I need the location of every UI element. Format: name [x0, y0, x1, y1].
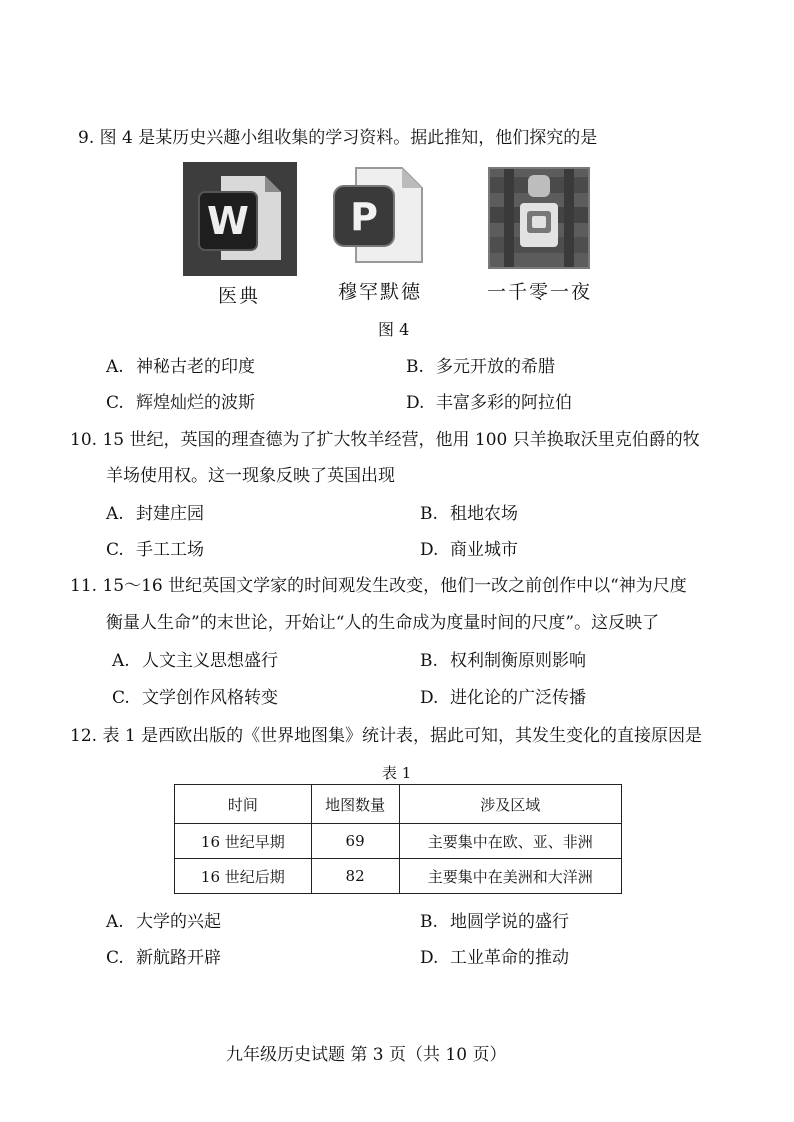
option-text: 辉煌灿烂的波斯 — [136, 393, 255, 413]
presentation-document-icon — [326, 162, 430, 270]
table-cell: 82 — [311, 859, 399, 894]
q10-option-a[interactable] — [106, 502, 204, 526]
page-footer: 九年级历史试题 第 3 页（共 10 页） — [226, 1045, 507, 1065]
option-letter: A. — [106, 357, 124, 377]
q10-option-d[interactable] — [420, 538, 518, 562]
option-text: 权利制衡原则影响 — [450, 651, 586, 671]
option-text: 文学创作风格转变 — [142, 688, 278, 708]
option-letter: A. — [106, 912, 124, 932]
option-letter: C. — [106, 393, 124, 413]
figure-label: 图 4 — [378, 320, 410, 339]
option-letter: B. — [420, 504, 438, 524]
q9-option-b[interactable] — [406, 355, 555, 379]
q12-option-d[interactable] — [420, 946, 569, 970]
option-text: 新航路开辟 — [136, 948, 221, 968]
option-text: 商业城市 — [450, 540, 518, 560]
table-row — [175, 859, 622, 894]
q12-option-c[interactable] — [106, 946, 221, 970]
table-header-cell: 时间 — [175, 785, 312, 824]
q10-stem-line2: 羊场使用权。这一现象反映了英国出现 — [106, 466, 395, 486]
caption-muhammad: 穆罕默德 — [338, 281, 423, 303]
option-letter: C. — [106, 948, 124, 968]
q10-option-b[interactable] — [420, 502, 518, 526]
option-text: 人文主义思想盛行 — [142, 651, 278, 671]
q12-option-b[interactable] — [420, 910, 569, 934]
caption-thousand-and-one-nights: 一千零一夜 — [487, 281, 593, 303]
q9-option-a[interactable] — [106, 355, 255, 379]
option-letter: B. — [420, 912, 438, 932]
option-letter: D. — [420, 948, 439, 968]
q11-stem-line1: 11. 15～16 世纪英国文学家的时间观发生改变，他们一改之前创作中以“神为尺度 — [70, 576, 687, 596]
option-letter: A. — [112, 651, 130, 671]
option-letter: D. — [406, 393, 425, 413]
option-text: 工业革命的推动 — [450, 948, 569, 968]
q12-stem: 12. 表 1 是西欧出版的《世界地图集》统计表，据此可知，其发生变化的直接原因是 — [70, 726, 703, 746]
option-letter: D. — [420, 688, 439, 708]
option-text: 丰富多彩的阿拉伯 — [436, 393, 572, 413]
table-cell: 69 — [311, 824, 399, 859]
option-text: 神秘古老的印度 — [136, 357, 255, 377]
word-document-icon — [183, 162, 297, 276]
table-cell: 主要集中在欧、亚、非洲 — [399, 824, 622, 859]
table-cell: 主要集中在美洲和大洋洲 — [399, 859, 622, 894]
option-letter: C. — [106, 540, 124, 560]
option-text: 租地农场 — [450, 504, 518, 524]
table-cell: 16 世纪后期 — [175, 859, 312, 894]
table-label: 表 1 — [382, 764, 412, 782]
q11-stem-line2: 衡量人生命”的末世论，开始让“人的生命成为度量时间的尺度”。这反映了 — [106, 613, 660, 633]
option-text: 大学的兴起 — [136, 912, 221, 932]
option-text: 手工工场 — [136, 540, 204, 560]
option-text: 进化论的广泛传播 — [450, 688, 586, 708]
q11-option-c[interactable] — [112, 686, 278, 710]
option-text: 多元开放的希腊 — [436, 357, 555, 377]
q11-option-d[interactable] — [420, 686, 586, 710]
word-icon-letter: W — [207, 199, 249, 243]
table-header-row — [175, 785, 622, 824]
q9-stem: 9. 图 4 是某历史兴趣小组收集的学习资料。据此推知，他们探究的是 — [78, 128, 598, 148]
table-cell: 16 世纪早期 — [175, 824, 312, 859]
q9-option-c[interactable] — [106, 391, 255, 415]
archive-icon — [484, 163, 594, 273]
caption-canon-of-medicine: 医典 — [218, 285, 261, 307]
option-letter: A. — [106, 504, 124, 524]
presentation-icon-letter: P — [350, 195, 378, 239]
table-row — [175, 824, 622, 859]
q11-option-a[interactable] — [112, 649, 278, 673]
option-letter: B. — [406, 357, 424, 377]
option-text: 地圆学说的盛行 — [450, 912, 569, 932]
table-header-cell: 地图数量 — [311, 785, 399, 824]
q9-option-d[interactable] — [406, 391, 572, 415]
option-text: 封建庄园 — [136, 504, 204, 524]
q12-option-a[interactable] — [106, 910, 221, 934]
table-header-cell: 涉及区域 — [399, 785, 622, 824]
q10-option-c[interactable] — [106, 538, 204, 562]
q10-stem-line1: 10. 15 世纪，英国的理查德为了扩大牧羊经营，他用 100 只羊换取沃里克伯爵的牧 — [70, 430, 700, 450]
q11-option-b[interactable] — [420, 649, 586, 673]
option-letter: C. — [112, 688, 130, 708]
atlas-statistics-table — [174, 784, 622, 894]
option-letter: B. — [420, 651, 438, 671]
option-letter: D. — [420, 540, 439, 560]
